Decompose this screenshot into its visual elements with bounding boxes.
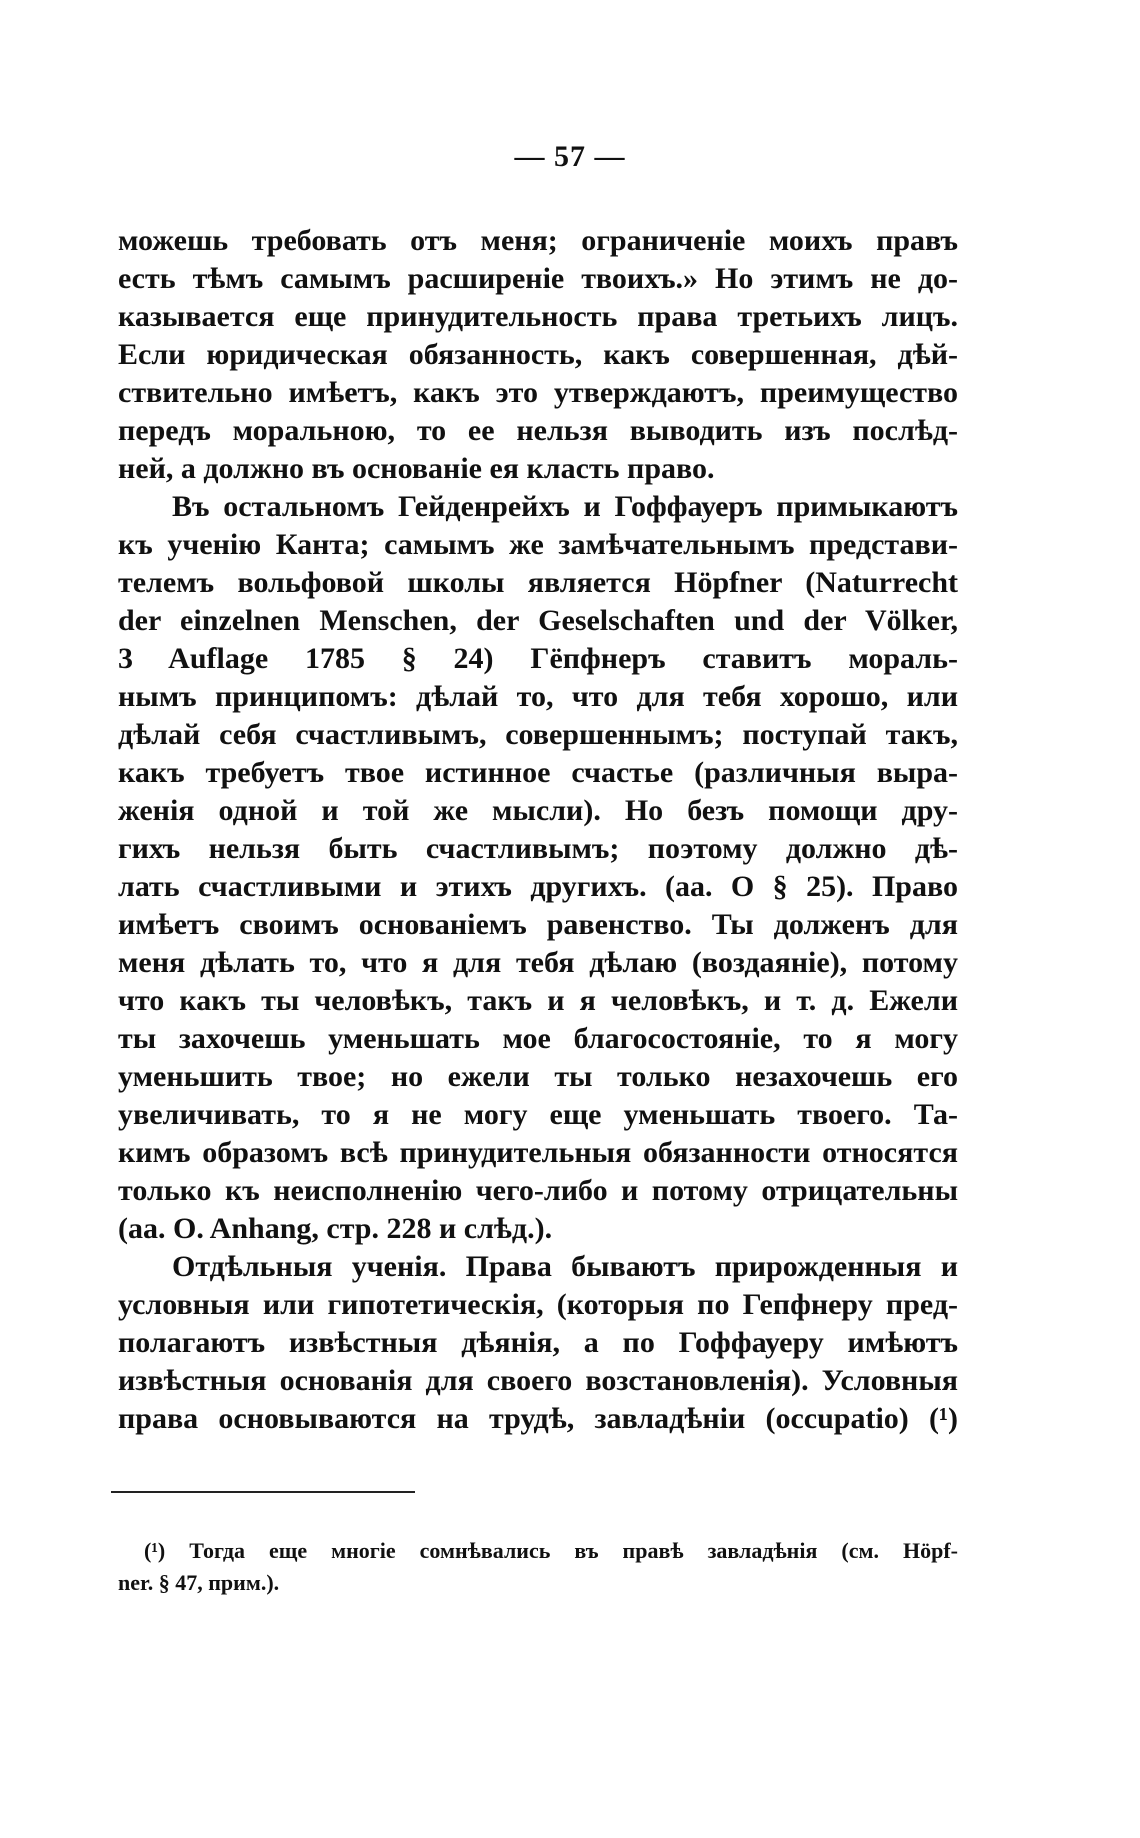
- text-line: условныя или гипотетическія, (которыя по Гепфнеру пред-: [118, 1288, 958, 1321]
- text-line: имѣетъ своимъ основаніемъ равенство. Ты долженъ для: [118, 908, 958, 941]
- footnote-divider: [111, 1491, 415, 1493]
- text-line: женія одной и той же мысли). Но безъ помощи дру-: [118, 794, 958, 827]
- text-line: можешь требовать отъ меня; ограниченіе моихъ правъ: [118, 224, 958, 257]
- text-line: ты захочешь уменьшать мое благосостояніе, то я могу: [118, 1022, 958, 1055]
- text-line: казывается еще принудительность права третьихъ лицъ.: [118, 300, 958, 333]
- text-line: (aa. O. Anhang, стр. 228 и слѣд.).: [118, 1212, 553, 1245]
- page-number: — 57 —: [514, 140, 626, 173]
- text-line: дѣлай себя счастливымъ, совершеннымъ; поступай такъ,: [118, 718, 958, 751]
- text-line: что какъ ты человѣкъ, такъ и я человѣкъ, и т. д. Ежели: [118, 984, 958, 1017]
- text-line: гихъ нельзя быть счастливымъ; поэтому должно дѣ-: [118, 832, 958, 865]
- text-line: извѣстныя основанія для своего возстановленія). Условныя: [118, 1364, 958, 1397]
- text-line: права основываются на трудѣ, завладѣніи (occupatio) (¹): [118, 1402, 958, 1435]
- text-line: Въ остальномъ Гейденрейхъ и Гоффауеръ примыкаютъ: [172, 490, 958, 523]
- text-line: ствительно имѣетъ, какъ это утверждаютъ, преимущество: [118, 376, 958, 409]
- text-line: только къ неисполненію чего-либо и потому отрицательны: [118, 1174, 958, 1207]
- text-line: Если юридическая обязанность, какъ совершенная, дѣй-: [118, 338, 958, 371]
- footnotes: [118, 1535, 958, 1599]
- text-line: der einzelnen Menschen, der Geselschaften und der Völker,: [118, 604, 958, 637]
- text-line: лать счастливыми и этихъ другихъ. (aa. O § 25). Право: [118, 870, 958, 903]
- text-line: меня дѣлать то, что я для тебя дѣлаю (воздаяніе), потому: [118, 946, 958, 979]
- text-line: уменьшить твое; но ежели ты только незахочешь его: [118, 1060, 958, 1093]
- footnote-line: (¹) Тогда еще многіе сомнѣвались въ правѣ завладѣнія (см. Höpf-: [144, 1538, 958, 1563]
- text-line: ней, а должно въ основаніе ея класть право.: [118, 452, 715, 485]
- text-line: Отдѣльныя ученія. Права бываютъ прирожденныя и: [172, 1250, 958, 1283]
- text-line: есть тѣмъ самымъ расширеніе твоихъ.» Но этимъ не до-: [118, 262, 958, 295]
- text-line: кимъ образомъ всѣ принудительныя обязанности относятся: [118, 1136, 958, 1169]
- text-line: къ ученію Канта; самымъ же замѣчательнымъ представи-: [118, 528, 958, 561]
- text-line: передъ моральною, то ее нельзя выводить изъ послѣд-: [118, 414, 958, 447]
- footnote-line: ner. § 47, прим.).: [118, 1570, 280, 1595]
- text-line: телемъ вольфовой школы является Höpfner (Naturrecht: [118, 566, 958, 599]
- text-line: нымъ принципомъ: дѣлай то, что для тебя хорошо, или: [118, 680, 958, 713]
- text-line: полагаютъ извѣстныя дѣянія, а по Гоффауеру имѣютъ: [118, 1326, 958, 1359]
- text-line: 3 Auflage 1785 § 24) Гёпфнеръ ставитъ мораль-: [118, 642, 958, 675]
- body-text: [118, 222, 958, 1438]
- text-line: какъ требуетъ твое истинное счастье (различныя выра-: [118, 756, 958, 789]
- text-line: увеличивать, то я не могу еще уменьшать твоего. Та-: [118, 1098, 958, 1131]
